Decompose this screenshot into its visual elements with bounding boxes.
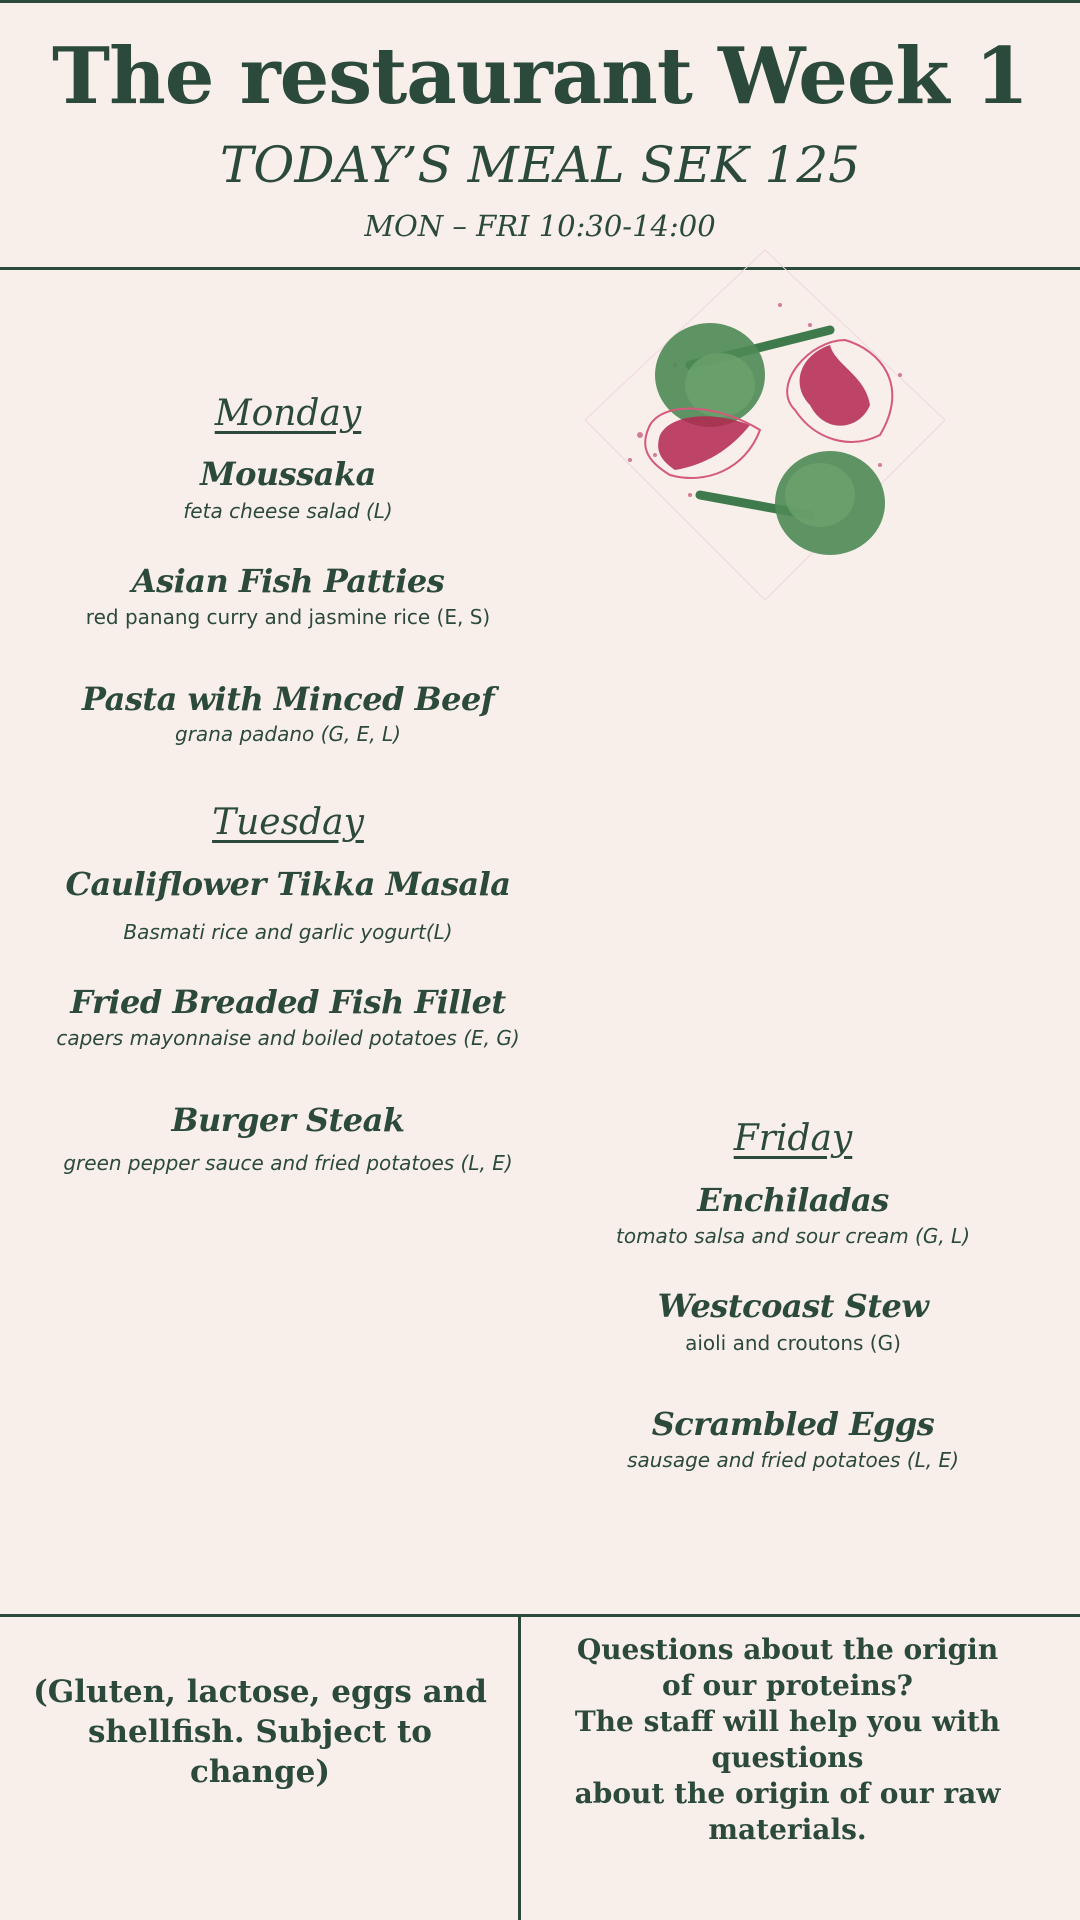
dish-description: Basmati rice and garlic yogurt(L) — [123, 920, 453, 944]
dish-name: Cauliflower Tikka Masala — [65, 865, 511, 903]
dish-description: grana padano (G, E, L) — [175, 722, 401, 746]
origin-line: The staff will help you with questions — [574, 1705, 1001, 1774]
dish-name: Fried Breaded Fish Fillet — [70, 983, 506, 1021]
dish-name: Scrambled Eggs — [651, 1405, 935, 1443]
dish-description: red panang curry and jasmine rice (E, S) — [85, 605, 491, 629]
page-title: The restaurant Week 1 — [52, 31, 1028, 122]
price-subtitle: TODAY’S MEAL SEK 125 — [220, 136, 860, 194]
origin-line: Questions about the origin — [576, 1633, 999, 1666]
origin-info — [525, 1632, 1050, 1848]
dish-name: Asian Fish Patties — [131, 562, 445, 600]
dish-description: aioli and croutons (G) — [685, 1331, 901, 1355]
origin-line: about the origin of our raw materials. — [574, 1777, 1001, 1846]
day-heading-tuesday: Tuesday — [212, 802, 364, 843]
dish-description: feta cheese salad (L) — [183, 499, 393, 523]
right-menu-column — [578, 0, 1008, 1500]
opening-hours: MON – FRI 10:30-14:00 — [364, 209, 716, 243]
dish-description: tomato salsa and sour cream (G, L) — [616, 1224, 970, 1248]
allergen-note: (Gluten, lactose, eggs and shellfish. Subject to change) — [33, 1674, 487, 1790]
origin-line: of our proteins? — [662, 1669, 913, 1702]
footer-divider — [0, 1614, 1080, 1617]
day-heading-friday: Friday — [733, 1118, 853, 1159]
day-heading-monday: Monday — [214, 393, 362, 434]
footer-vertical-divider — [518, 1614, 521, 1920]
dish-name: Burger Steak — [171, 1101, 405, 1139]
dish-name: Westcoast Stew — [657, 1287, 929, 1325]
dish-description: sausage and fried potatoes (L, E) — [627, 1448, 959, 1472]
dish-name: Moussaka — [200, 455, 376, 493]
dish-name: Enchiladas — [697, 1181, 889, 1219]
left-menu-column — [48, 0, 528, 1200]
dish-description: capers mayonnaise and boiled potatoes (E, G) — [56, 1026, 520, 1050]
dish-description: green pepper sauce and fried potatoes (L, E) — [63, 1151, 513, 1175]
dish-name: Pasta with Minced Beef — [81, 680, 495, 718]
